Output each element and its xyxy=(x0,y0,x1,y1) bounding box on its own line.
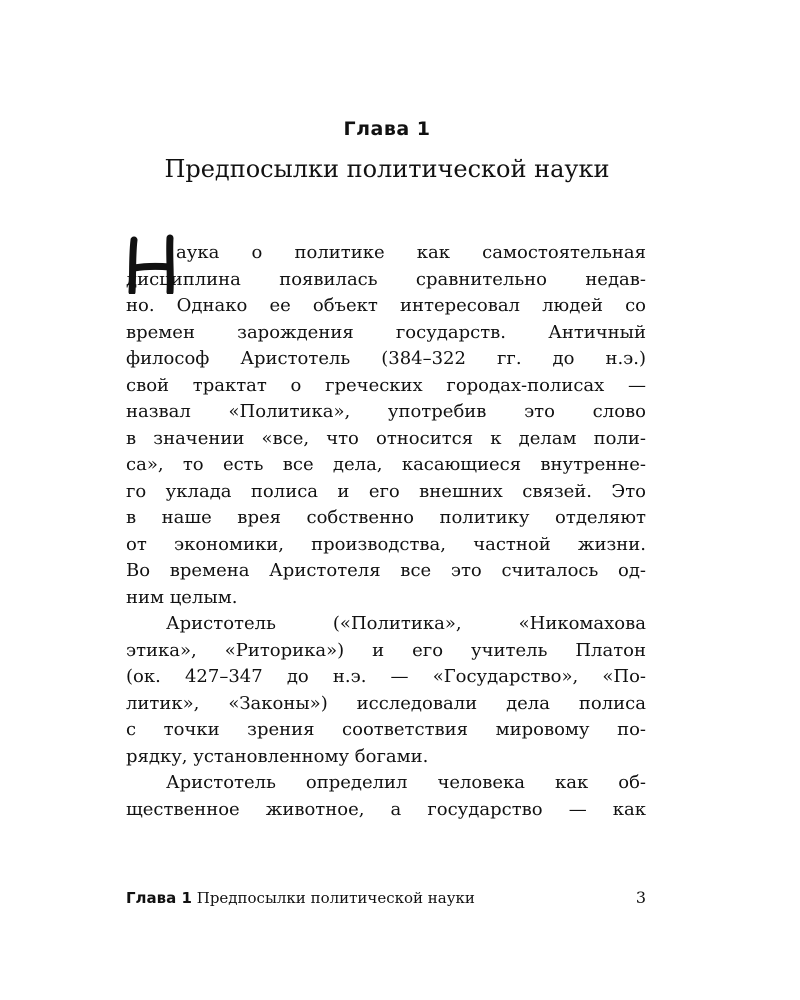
text-line: от экономики, производства, частной жизни. xyxy=(126,533,646,555)
text-line: ним целым. xyxy=(126,586,238,608)
text-line: этика», «Риторика») и его учитель Платон xyxy=(126,639,646,661)
text-line: са», то есть все дела, касающиеся внутренне- xyxy=(126,454,646,475)
text-line: литик», «Законы») исследовали дела полиса xyxy=(126,692,646,714)
text-line: но. Однако ее объект интересовал людей со xyxy=(126,295,646,316)
text-line: с точки зрения соответствия мировому по- xyxy=(126,719,646,740)
text-line: аука о политике как самостоятельная xyxy=(176,242,646,263)
text-line: щественное животное, а государство — как xyxy=(126,798,646,820)
text-line: Во времена Аристотеля все это считалось од- xyxy=(126,560,646,581)
footer-chapter-info xyxy=(126,889,475,907)
text-line: времен зарождения государств. Античный xyxy=(126,321,646,343)
body-text xyxy=(126,240,646,823)
text-line: Аристотель определил человека как об- xyxy=(166,772,646,793)
text-line: рядку, установленному богами. xyxy=(126,745,429,767)
text-line: философ Аристотель (384–322 гг. до н.э.) xyxy=(126,348,646,369)
text-line: Аристотель («Политика», «Никомахова xyxy=(166,613,646,634)
text-line: (ок. 427–347 до н.э. — «Государство», «По- xyxy=(126,666,646,687)
chapter-label: Глава 1 xyxy=(343,118,431,140)
footer-chapter-title: Предпосылки политической науки xyxy=(196,889,475,907)
text-line: назвал «Политика», употребив это слово xyxy=(126,401,646,422)
page-number: 3 xyxy=(635,888,646,907)
chapter-title: Предпосылки политической науки xyxy=(164,155,610,183)
text-line: го уклада полиса и его внешних связей. Это xyxy=(126,480,646,502)
running-footer xyxy=(126,888,646,907)
text-line: дисциплина появилась сравнительно недав- xyxy=(126,268,646,290)
text-line: свой трактат о греческих городах-полисах — xyxy=(126,374,646,396)
footer-chapter-label: Глава 1 xyxy=(126,889,192,907)
text-line: в наше врея собственно политику отделяют xyxy=(126,507,646,528)
text-line: в значении «все, что относится к делам поли- xyxy=(126,427,646,449)
